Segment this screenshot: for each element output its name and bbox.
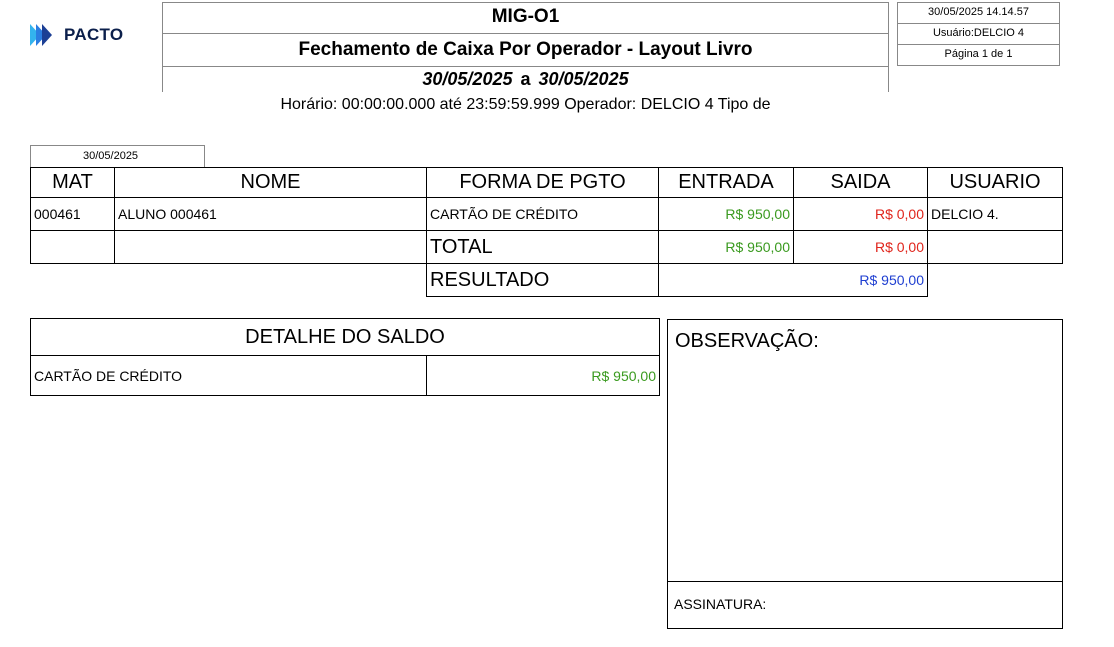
print-user: Usuário:DELCIO 4 bbox=[932, 27, 1025, 39]
column-header-forma: FORMA DE PGTO bbox=[427, 168, 659, 198]
observation-box bbox=[667, 319, 1063, 629]
resultado-row bbox=[31, 264, 1063, 297]
cell-usuario: DELCIO 4. bbox=[928, 198, 1063, 231]
empty-cell bbox=[928, 264, 1063, 297]
cell-mat: 000461 bbox=[31, 198, 115, 231]
cell-entrada: R$ 950,00 bbox=[659, 198, 794, 231]
resultado-label: RESULTADO bbox=[427, 264, 659, 297]
column-header-nome: NOME bbox=[115, 168, 427, 198]
column-header-usuario: USUARIO bbox=[928, 168, 1063, 198]
empty-cell bbox=[31, 264, 115, 297]
page-number: Página 1 de 1 bbox=[944, 48, 1013, 60]
table-row bbox=[31, 356, 660, 396]
balance-value: R$ 950,00 bbox=[427, 356, 660, 396]
signature-divider bbox=[668, 581, 1062, 582]
empty-cell bbox=[115, 231, 427, 264]
empty-cell bbox=[115, 264, 427, 297]
total-label: TOTAL bbox=[427, 231, 659, 264]
observation-title: OBSERVAÇÃO: bbox=[675, 330, 819, 352]
report-info-box bbox=[897, 2, 1060, 66]
company-logo bbox=[28, 14, 168, 56]
info-divider bbox=[898, 23, 1059, 25]
signature-label: ASSINATURA: bbox=[674, 596, 767, 612]
logo-text: PACTO bbox=[64, 25, 124, 44]
total-saida: R$ 0,00 bbox=[794, 231, 928, 264]
column-header-entrada: ENTRADA bbox=[659, 168, 794, 198]
column-header-mat: MAT bbox=[31, 168, 115, 198]
resultado-value: R$ 950,00 bbox=[659, 264, 928, 297]
cell-saida: R$ 0,00 bbox=[794, 198, 928, 231]
pacto-logo-icon bbox=[28, 21, 58, 49]
cell-nome: ALUNO 000461 bbox=[115, 198, 427, 231]
column-header-saida: SAIDA bbox=[794, 168, 928, 198]
total-entrada: R$ 950,00 bbox=[659, 231, 794, 264]
group-date-tab: 30/05/2025 bbox=[30, 145, 205, 167]
report-period bbox=[162, 66, 889, 92]
table-row bbox=[31, 198, 1063, 231]
report-code: MIG-O1 bbox=[491, 6, 560, 27]
balance-detail-table bbox=[30, 318, 660, 396]
cash-movements-table bbox=[30, 167, 1063, 297]
period-separator: a bbox=[520, 68, 531, 89]
empty-cell bbox=[928, 231, 1063, 264]
balance-detail-header bbox=[31, 319, 660, 356]
info-divider bbox=[898, 44, 1059, 46]
table-header-row bbox=[31, 168, 1063, 198]
balance-method: CARTÃO DE CRÉDITO bbox=[31, 356, 427, 396]
report-title: Fechamento de Caixa Por Operador - Layout Livro bbox=[298, 39, 753, 60]
cell-forma: CARTÃO DE CRÉDITO bbox=[427, 198, 659, 231]
period-start: 30/05/2025 bbox=[422, 68, 513, 89]
period-end: 30/05/2025 bbox=[538, 68, 629, 89]
report-filters: Horário: 00:00:00.000 até 23:59:59.999 Operador: DELCIO 4 Tipo de bbox=[280, 96, 771, 113]
balance-detail-title: DETALHE DO SALDO bbox=[31, 319, 660, 356]
print-datetime: 30/05/2025 14.14.57 bbox=[928, 6, 1029, 18]
total-row bbox=[31, 231, 1063, 264]
empty-cell bbox=[31, 231, 115, 264]
